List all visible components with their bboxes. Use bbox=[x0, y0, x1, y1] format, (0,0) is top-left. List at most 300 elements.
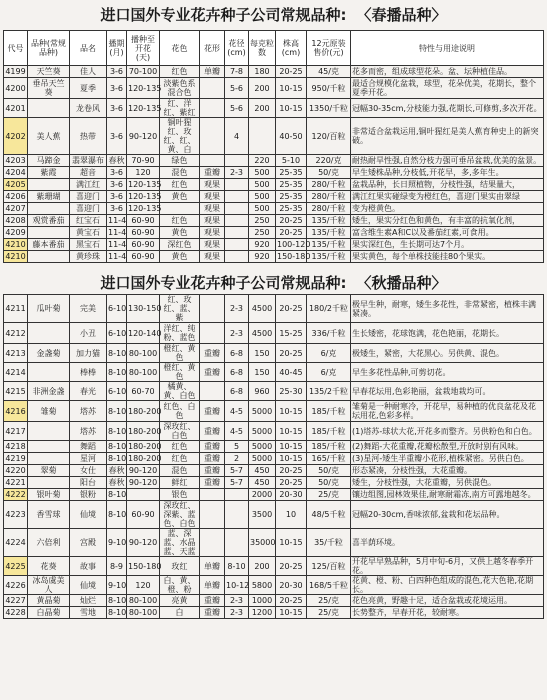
cell-color: 红色 bbox=[160, 453, 200, 465]
cell-color: 白 bbox=[160, 607, 200, 619]
cell-shape bbox=[200, 529, 225, 557]
cell-variety: 垂吊天竺葵 bbox=[28, 78, 70, 99]
cell-shape: 重瓣 bbox=[200, 401, 225, 422]
cell-shape: 重瓣 bbox=[200, 465, 225, 477]
cell-seeds-per-gram bbox=[249, 118, 276, 155]
cell-name: 灿烂 bbox=[70, 595, 107, 607]
cell-seeds-per-gram: 500 bbox=[249, 203, 276, 215]
cell-price: 135/千粒 bbox=[307, 215, 351, 227]
cell-height: 10-15 bbox=[276, 453, 307, 465]
cell-features: 最适合规模化盆栽，球型，花朵优美，花期长，整个夏季开花。 bbox=[351, 78, 544, 99]
cell-name: 小丑 bbox=[70, 323, 107, 344]
cell-seeds-per-gram: 500 bbox=[249, 167, 276, 179]
cell-price: 280/千粒 bbox=[307, 191, 351, 203]
cell-height: 20-25 bbox=[276, 215, 307, 227]
cell-bloom: 120-135 bbox=[127, 99, 160, 118]
cell-seeds-per-gram: 920 bbox=[249, 239, 276, 251]
cell-seeds-per-gram: 450 bbox=[249, 477, 276, 489]
cell-color: 橘黄、黄、白色 bbox=[160, 382, 200, 401]
cell-name: 完美 bbox=[70, 295, 107, 323]
cell-price: 280/千粒 bbox=[307, 179, 351, 191]
cell-shape bbox=[200, 78, 225, 99]
cell-sow: 春秋 bbox=[108, 478, 125, 487]
cell-diameter: 2-3 bbox=[225, 595, 249, 607]
spring-header-row bbox=[4, 31, 544, 66]
cell-sow: 8-10 bbox=[108, 490, 127, 499]
cell-sow: 春秋 bbox=[108, 466, 125, 475]
cell-sow: 3-6 bbox=[107, 167, 127, 179]
cell-diameter bbox=[225, 501, 249, 529]
cell-code: 4228 bbox=[5, 608, 26, 617]
cell-height: 20-25 bbox=[276, 295, 307, 323]
cell-price: 125/百粒 bbox=[307, 557, 351, 576]
cell-color: 橙红、黄色 bbox=[160, 363, 200, 382]
cell-sow: 8-10 bbox=[107, 363, 127, 382]
cell-sow: 8-10 bbox=[108, 596, 127, 605]
cell-diameter: 10-12 bbox=[225, 576, 249, 595]
cell-name: 雪地 bbox=[70, 607, 107, 619]
cell-variety: 冰岛虞美人 bbox=[28, 576, 70, 595]
table-row bbox=[4, 363, 544, 382]
cell-height: 15-25 bbox=[276, 323, 307, 344]
cell-name: 黄宝石 bbox=[70, 227, 107, 239]
cell-variety: 美人蕉 bbox=[28, 118, 70, 155]
cell-color: 鲜红 bbox=[160, 477, 200, 489]
cell-shape: 观果 bbox=[200, 227, 225, 239]
cell-price: 6/克 bbox=[307, 363, 351, 382]
cell-bloom: 80-100 bbox=[127, 363, 160, 382]
table-row bbox=[4, 215, 544, 227]
cell-code: 4212 bbox=[4, 323, 28, 344]
cell-name: 女仕 bbox=[70, 465, 107, 477]
cell-diameter: 5-6 bbox=[225, 99, 249, 118]
cell-variety: 金盏菊 bbox=[28, 344, 70, 363]
cell-seeds-per-gram: 200 bbox=[249, 78, 276, 99]
cell-shape: 重瓣 bbox=[200, 477, 225, 489]
cell-sow: 6-10 bbox=[107, 382, 127, 401]
cell-diameter bbox=[225, 239, 249, 251]
cell-color: 深红色 bbox=[160, 239, 200, 251]
cell-bloom: 120 bbox=[127, 167, 160, 179]
cell-features: 耐热耐旱性强,自然分枝力强可垂吊盆栽,优美的盆景。 bbox=[351, 155, 544, 167]
cell-seeds-per-gram: 220 bbox=[249, 155, 276, 167]
cell-height: 10-15 bbox=[276, 78, 307, 99]
cell-name: 黑宝石 bbox=[70, 239, 107, 251]
cell-height: 25-35 bbox=[276, 179, 307, 191]
cell-sow: 11-4 bbox=[108, 240, 127, 249]
table-row bbox=[4, 179, 544, 191]
cell-shape: 重瓣 bbox=[200, 167, 225, 179]
cell-shape: 重瓣 bbox=[200, 363, 225, 382]
cell-height: 10-15 bbox=[276, 607, 307, 619]
cell-features: 冠幅30-35cm,分枝能力强,花期长,可修剪,多次开花。 bbox=[351, 99, 544, 118]
cell-seeds-per-gram: 4500 bbox=[249, 295, 276, 323]
cell-price: 950/千粒 bbox=[307, 78, 351, 99]
cell-sow: 9-10 bbox=[107, 529, 127, 557]
autumn-title-text: 进口国外专业花卉种子公司常规品种: bbox=[100, 274, 347, 292]
cell-sow: 11-4 bbox=[108, 228, 127, 237]
cell-seeds-per-gram: 1000 bbox=[249, 595, 276, 607]
cell-name: 热带 bbox=[70, 118, 107, 155]
cell-diameter: 5 bbox=[225, 441, 249, 453]
header-shape: 花形 bbox=[200, 31, 225, 66]
cell-sow: 8-10 bbox=[108, 454, 127, 463]
cell-code: 4203 bbox=[5, 156, 26, 165]
cell-price: 185/千粒 bbox=[307, 422, 351, 441]
cell-sow: 11-4 bbox=[108, 216, 127, 225]
cell-height: 20-25 bbox=[276, 227, 307, 239]
cell-variety bbox=[28, 227, 70, 239]
cell-name: 春光 bbox=[70, 382, 107, 401]
cell-seeds-per-gram: 5000 bbox=[249, 453, 276, 465]
cell-seeds-per-gram: 5000 bbox=[249, 441, 276, 453]
cell-bloom: 90-120 bbox=[127, 529, 160, 557]
cell-features: 早生多花性品种,可剪切花。 bbox=[351, 363, 544, 382]
cell-bloom: 120-135 bbox=[128, 180, 162, 189]
cell-code: 4226 bbox=[4, 576, 28, 595]
cell-code: 4209 bbox=[5, 228, 26, 237]
cell-sow: 3-6 bbox=[107, 99, 127, 118]
cell-bloom bbox=[127, 489, 160, 501]
cell-shape bbox=[200, 489, 225, 501]
cell-features: 盆栽品种，长日照植物，分枝性强，结果量大， bbox=[351, 179, 544, 191]
cell-diameter: 5-7 bbox=[225, 465, 249, 477]
cell-diameter: 4-5 bbox=[225, 422, 249, 441]
cell-price: 25/克 bbox=[307, 489, 351, 501]
cell-code: 4215 bbox=[4, 382, 28, 401]
cell-diameter: 8-10 bbox=[225, 557, 249, 576]
cell-color bbox=[160, 203, 200, 215]
cell-sow: 6-10 bbox=[107, 295, 127, 323]
cell-name: 阳台 bbox=[70, 477, 107, 489]
cell-price: 48/5千粒 bbox=[307, 501, 351, 529]
cell-variety bbox=[28, 323, 70, 344]
cell-color: 洋红、纯粉、蓝色 bbox=[160, 323, 200, 344]
cell-name: 故事 bbox=[70, 557, 107, 576]
cell-bloom: 60-70 bbox=[127, 382, 160, 401]
cell-color: 混色 bbox=[160, 465, 200, 477]
cell-height: 40-50 bbox=[276, 118, 307, 155]
cell-code: 4210 bbox=[5, 252, 26, 261]
autumn-season-label: 〈秋播品种〉 bbox=[356, 274, 447, 292]
cell-code: 4211 bbox=[4, 295, 28, 323]
cell-price: 168/5千粒 bbox=[307, 576, 351, 595]
cell-features: 早生矮株品种,分枝低,开花早，多,多年生。 bbox=[351, 167, 544, 179]
cell-features: 矮生，分枝性强，大花重瓣，另供混色。 bbox=[351, 477, 544, 489]
cell-height: 25-35 bbox=[276, 167, 307, 179]
cell-sow: 9-10 bbox=[107, 576, 127, 595]
cell-diameter bbox=[225, 191, 249, 203]
cell-height: 10-15 bbox=[276, 422, 307, 441]
cell-features: 果实黄色，每个单株技能挂80个果实。 bbox=[351, 251, 544, 263]
cell-name: 舞蹈 bbox=[70, 441, 107, 453]
cell-diameter bbox=[225, 489, 249, 501]
table-row bbox=[4, 239, 544, 251]
cell-features: 形态紧凑，分枝性强，大花重瓣。 bbox=[351, 465, 544, 477]
cell-bloom: 120-135 bbox=[127, 78, 160, 99]
table-row bbox=[4, 477, 544, 489]
cell-features: 花色亮黄，野趣十足，适合盆栽或花境运用。 bbox=[351, 595, 544, 607]
cell-sow: 8-10 bbox=[107, 401, 127, 422]
cell-sow: 6-10 bbox=[107, 323, 127, 344]
cell-code: 4223 bbox=[4, 501, 28, 529]
table-row bbox=[4, 227, 544, 239]
cell-bloom: 60-90 bbox=[127, 501, 160, 529]
cell-name: 满江红 bbox=[70, 179, 107, 191]
cell-color: 红、洋红、紫红 bbox=[160, 99, 200, 118]
cell-name: 龙卷风 bbox=[70, 99, 107, 118]
cell-features: 开花早早熟品种，5月中旬-6月，又供上越冬春季开花。 bbox=[351, 557, 544, 576]
cell-shape bbox=[200, 295, 225, 323]
cell-height: 10-15 bbox=[276, 99, 307, 118]
cell-height: 20-25 bbox=[276, 557, 307, 576]
cell-bloom: 90-120 bbox=[127, 465, 160, 477]
table-row bbox=[4, 441, 544, 453]
cell-code: 4200 bbox=[4, 78, 28, 99]
cell-code: 4217 bbox=[4, 422, 28, 441]
cell-height: 20-25 bbox=[276, 344, 307, 363]
cell-code: 4205 bbox=[5, 180, 26, 189]
header-diameter: 花径(cm) bbox=[225, 31, 249, 66]
cell-shape: 观果 bbox=[200, 239, 225, 251]
cell-height: 10 bbox=[276, 501, 307, 529]
cell-seeds-per-gram: 500 bbox=[249, 179, 276, 191]
cell-price: 165/千粒 bbox=[307, 453, 351, 465]
cell-color: 红色 bbox=[160, 66, 200, 78]
table-row bbox=[4, 167, 544, 179]
cell-seeds-per-gram: 150 bbox=[249, 344, 276, 363]
cell-variety: 瓜叶菊 bbox=[28, 295, 70, 323]
cell-height: 25-35 bbox=[276, 203, 307, 215]
cell-code: 4220 bbox=[5, 466, 26, 475]
cell-bloom: 60-90 bbox=[127, 251, 160, 263]
cell-color: 红色、白色 bbox=[160, 401, 200, 422]
cell-code: 4224 bbox=[4, 529, 28, 557]
cell-name: 红宝石 bbox=[70, 215, 107, 227]
cell-features: 满江红果实碰绿变为橙红色，喜迎门果实由翠绿 bbox=[351, 191, 544, 203]
cell-bloom: 70-90 bbox=[127, 155, 160, 167]
autumn-section-title bbox=[0, 272, 547, 294]
cell-bloom: 90-120 bbox=[127, 118, 160, 155]
cell-features: 喜半荫环境。 bbox=[351, 529, 544, 557]
cell-height: 20-25 bbox=[276, 595, 307, 607]
cell-seeds-per-gram: 2000 bbox=[249, 489, 276, 501]
cell-code: 4218 bbox=[5, 442, 26, 451]
cell-name: 棒棒 bbox=[70, 363, 107, 382]
cell-price: 120/百粒 bbox=[307, 118, 351, 155]
cell-shape bbox=[200, 155, 225, 167]
table-row bbox=[4, 118, 544, 155]
cell-shape: 重瓣 bbox=[200, 607, 225, 619]
table-row bbox=[4, 501, 544, 529]
cell-color: 亮黄 bbox=[160, 595, 200, 607]
cell-bloom: 90-120 bbox=[127, 477, 160, 489]
cell-shape: 重瓣 bbox=[200, 422, 225, 441]
cell-seeds-per-gram: 5000 bbox=[249, 422, 276, 441]
cell-sow: 8-9 bbox=[107, 557, 127, 576]
cell-bloom: 120-135 bbox=[128, 192, 162, 201]
cell-name: 黄珍珠 bbox=[70, 251, 107, 263]
cell-features: 冠幅20-30cm,香味浓郁,盆栽和花坛品种。 bbox=[351, 501, 544, 529]
cell-diameter bbox=[225, 203, 249, 215]
cell-price: 1350/千粒 bbox=[307, 99, 351, 118]
table-row bbox=[4, 422, 544, 441]
cell-seeds-per-gram: 250 bbox=[249, 215, 276, 227]
cell-sow: 3-6 bbox=[107, 66, 127, 78]
table-row bbox=[4, 66, 544, 78]
cell-code: 4199 bbox=[5, 67, 26, 76]
cell-price: 180/2千粒 bbox=[307, 295, 351, 323]
cell-color: 深玫红、深紫、蓝色、白色 bbox=[160, 501, 200, 529]
cell-shape: 重瓣 bbox=[200, 441, 225, 453]
cell-seeds-per-gram: 3500 bbox=[249, 501, 276, 529]
cell-price: 45/克 bbox=[307, 66, 351, 78]
table-row bbox=[4, 453, 544, 465]
cell-features: 变为橙黄色。 bbox=[351, 203, 544, 215]
cell-features: (1)塔苏-球状大花,开花多而整齐。另供粉色和白色。 bbox=[351, 422, 544, 441]
cell-features: 矮生，果实分红色和黄色，有丰富的抗氧化剂， bbox=[351, 215, 544, 227]
cell-diameter: 2-3 bbox=[225, 607, 249, 619]
cell-variety: 黄晶菊 bbox=[28, 595, 70, 607]
cell-variety: 白晶菊 bbox=[28, 607, 70, 619]
cell-name: 塔苏 bbox=[70, 401, 107, 422]
cell-variety: 银叶菊 bbox=[28, 489, 70, 501]
cell-name: 星河 bbox=[70, 453, 107, 465]
cell-features: 早春花坛用,色彩艳丽，盆栽地栽均可。 bbox=[351, 382, 544, 401]
cell-bloom: 80-100 bbox=[127, 607, 160, 619]
spring-table bbox=[3, 30, 544, 263]
cell-height: 20-25 bbox=[276, 465, 307, 477]
cell-variety: 六倍利 bbox=[28, 529, 70, 557]
cell-code: 4222 bbox=[5, 490, 26, 499]
cell-diameter: 4-5 bbox=[225, 401, 249, 422]
table-row bbox=[4, 595, 544, 607]
cell-diameter: 4 bbox=[225, 118, 249, 155]
cell-features: 雏菊是一种耐寒冷，开花早，易种植的优良盆花及花坛用花,色彩多样。 bbox=[351, 401, 544, 422]
cell-bloom: 180-200 bbox=[127, 401, 160, 422]
cell-shape: 重瓣 bbox=[200, 453, 225, 465]
cell-name: 塔苏 bbox=[70, 422, 107, 441]
cell-bloom: 130-150 bbox=[127, 295, 160, 323]
cell-diameter: 2 bbox=[225, 453, 249, 465]
cell-height: 20-30 bbox=[276, 489, 307, 501]
spring-title-text: 进口国外专业花卉种子公司常规品种: bbox=[100, 6, 347, 24]
cell-features: 生长矮密，花球饱满，花色艳丽，花期长。 bbox=[351, 323, 544, 344]
cell-sow: 3-6 bbox=[107, 203, 127, 215]
cell-color: 黄色 bbox=[160, 227, 200, 239]
cell-variety bbox=[28, 422, 70, 441]
cell-color: 黄色 bbox=[160, 191, 200, 203]
cell-price: 6/克 bbox=[307, 344, 351, 363]
cell-name: 喜迎门 bbox=[70, 191, 107, 203]
cell-price: 25/克 bbox=[307, 607, 351, 619]
cell-features: 长势整齐，早春开花，较耐寒。 bbox=[351, 607, 544, 619]
cell-bloom: 150-180 bbox=[127, 557, 160, 576]
spring-season-label: 〈春播品种〉 bbox=[356, 6, 447, 24]
header-color: 花色 bbox=[160, 31, 200, 66]
table-row bbox=[4, 203, 544, 215]
table-row bbox=[4, 607, 544, 619]
cell-shape: 重瓣 bbox=[200, 595, 225, 607]
cell-seeds-per-gram: 180 bbox=[249, 66, 276, 78]
cell-name: 仙境 bbox=[70, 576, 107, 595]
cell-variety: 紫珊瑚 bbox=[28, 191, 70, 203]
cell-shape: 观果 bbox=[200, 203, 225, 215]
cell-diameter: 5-7 bbox=[225, 477, 249, 489]
cell-diameter bbox=[225, 215, 249, 227]
cell-name: 喜迎门 bbox=[70, 203, 107, 215]
cell-diameter: 6-8 bbox=[225, 363, 249, 382]
cell-color: 红、玫红、蓝、紫 bbox=[160, 295, 200, 323]
header-seeds-per-gram: 每克粒数 bbox=[249, 31, 276, 66]
header-price: 12元原装售价(元) bbox=[307, 31, 351, 66]
cell-bloom: 120-140 bbox=[127, 323, 160, 344]
table-row bbox=[4, 344, 544, 363]
cell-height: 25-35 bbox=[276, 191, 307, 203]
cell-sow: 11-4 bbox=[108, 252, 127, 261]
cell-seeds-per-gram: 960 bbox=[249, 382, 276, 401]
cell-features: 极早生种，耐寒，矮生多花性，非常紧密，植株丰满紧凑。 bbox=[351, 295, 544, 323]
cell-height: 10-15 bbox=[276, 401, 307, 422]
header-features: 特性与用途说明 bbox=[351, 31, 544, 66]
cell-price: 185/千粒 bbox=[307, 441, 351, 453]
cell-sow: 3-6 bbox=[107, 118, 127, 155]
cell-color: 黄色 bbox=[160, 251, 200, 263]
cell-features: (3)星河-矮生半重瓣小花形,植株紧密。另供白色。 bbox=[351, 453, 544, 465]
cell-variety bbox=[28, 251, 70, 263]
cell-variety: 翠菊 bbox=[28, 465, 70, 477]
cell-code: 4208 bbox=[5, 216, 26, 225]
cell-shape bbox=[200, 118, 225, 155]
cell-features: 镶边组图,园林效果佳,耐寒耐霜冻,南方可露地越冬。 bbox=[351, 489, 544, 501]
table-row bbox=[4, 401, 544, 422]
table-row bbox=[4, 323, 544, 344]
cell-height: 40-45 bbox=[276, 363, 307, 382]
cell-name: 银粉 bbox=[70, 489, 107, 501]
cell-seeds-per-gram: 920 bbox=[249, 251, 276, 263]
cell-features: 果实深红色，生长期可达7个月。 bbox=[351, 239, 544, 251]
cell-price: 185/千粒 bbox=[307, 401, 351, 422]
cell-price: 336/千粒 bbox=[307, 323, 351, 344]
cell-seeds-per-gram: 250 bbox=[249, 227, 276, 239]
cell-name: 超音 bbox=[70, 167, 107, 179]
cell-diameter bbox=[225, 529, 249, 557]
cell-price: 135/千粒 bbox=[307, 239, 351, 251]
cell-color: 红色 bbox=[160, 179, 200, 191]
cell-seeds-per-gram: 4500 bbox=[249, 323, 276, 344]
cell-variety: 马蹄金 bbox=[28, 155, 70, 167]
cell-price: 280/千粒 bbox=[307, 203, 351, 215]
table-row bbox=[4, 191, 544, 203]
cell-code: 4201 bbox=[4, 99, 28, 118]
cell-color: 白、黄、橙、粉 bbox=[160, 576, 200, 595]
cell-height: 20-25 bbox=[276, 477, 307, 489]
cell-bloom: 80-100 bbox=[127, 595, 160, 607]
header-code: 代号 bbox=[4, 31, 28, 66]
header-bloom: 播种至开花(天) bbox=[127, 31, 160, 66]
cell-variety: 非洲金盏 bbox=[28, 382, 70, 401]
cell-seeds-per-gram: 35000 bbox=[249, 529, 276, 557]
cell-shape: 单瓣 bbox=[200, 576, 225, 595]
cell-variety: 香雪球 bbox=[28, 501, 70, 529]
cell-code: 4213 bbox=[4, 344, 28, 363]
cell-variety: 紫霞 bbox=[28, 167, 70, 179]
cell-shape: 观果 bbox=[200, 179, 225, 191]
cell-shape: 观果 bbox=[200, 215, 225, 227]
cell-bloom: 60-90 bbox=[127, 227, 160, 239]
cell-diameter bbox=[225, 155, 249, 167]
cell-height: 25-30 bbox=[276, 382, 307, 401]
